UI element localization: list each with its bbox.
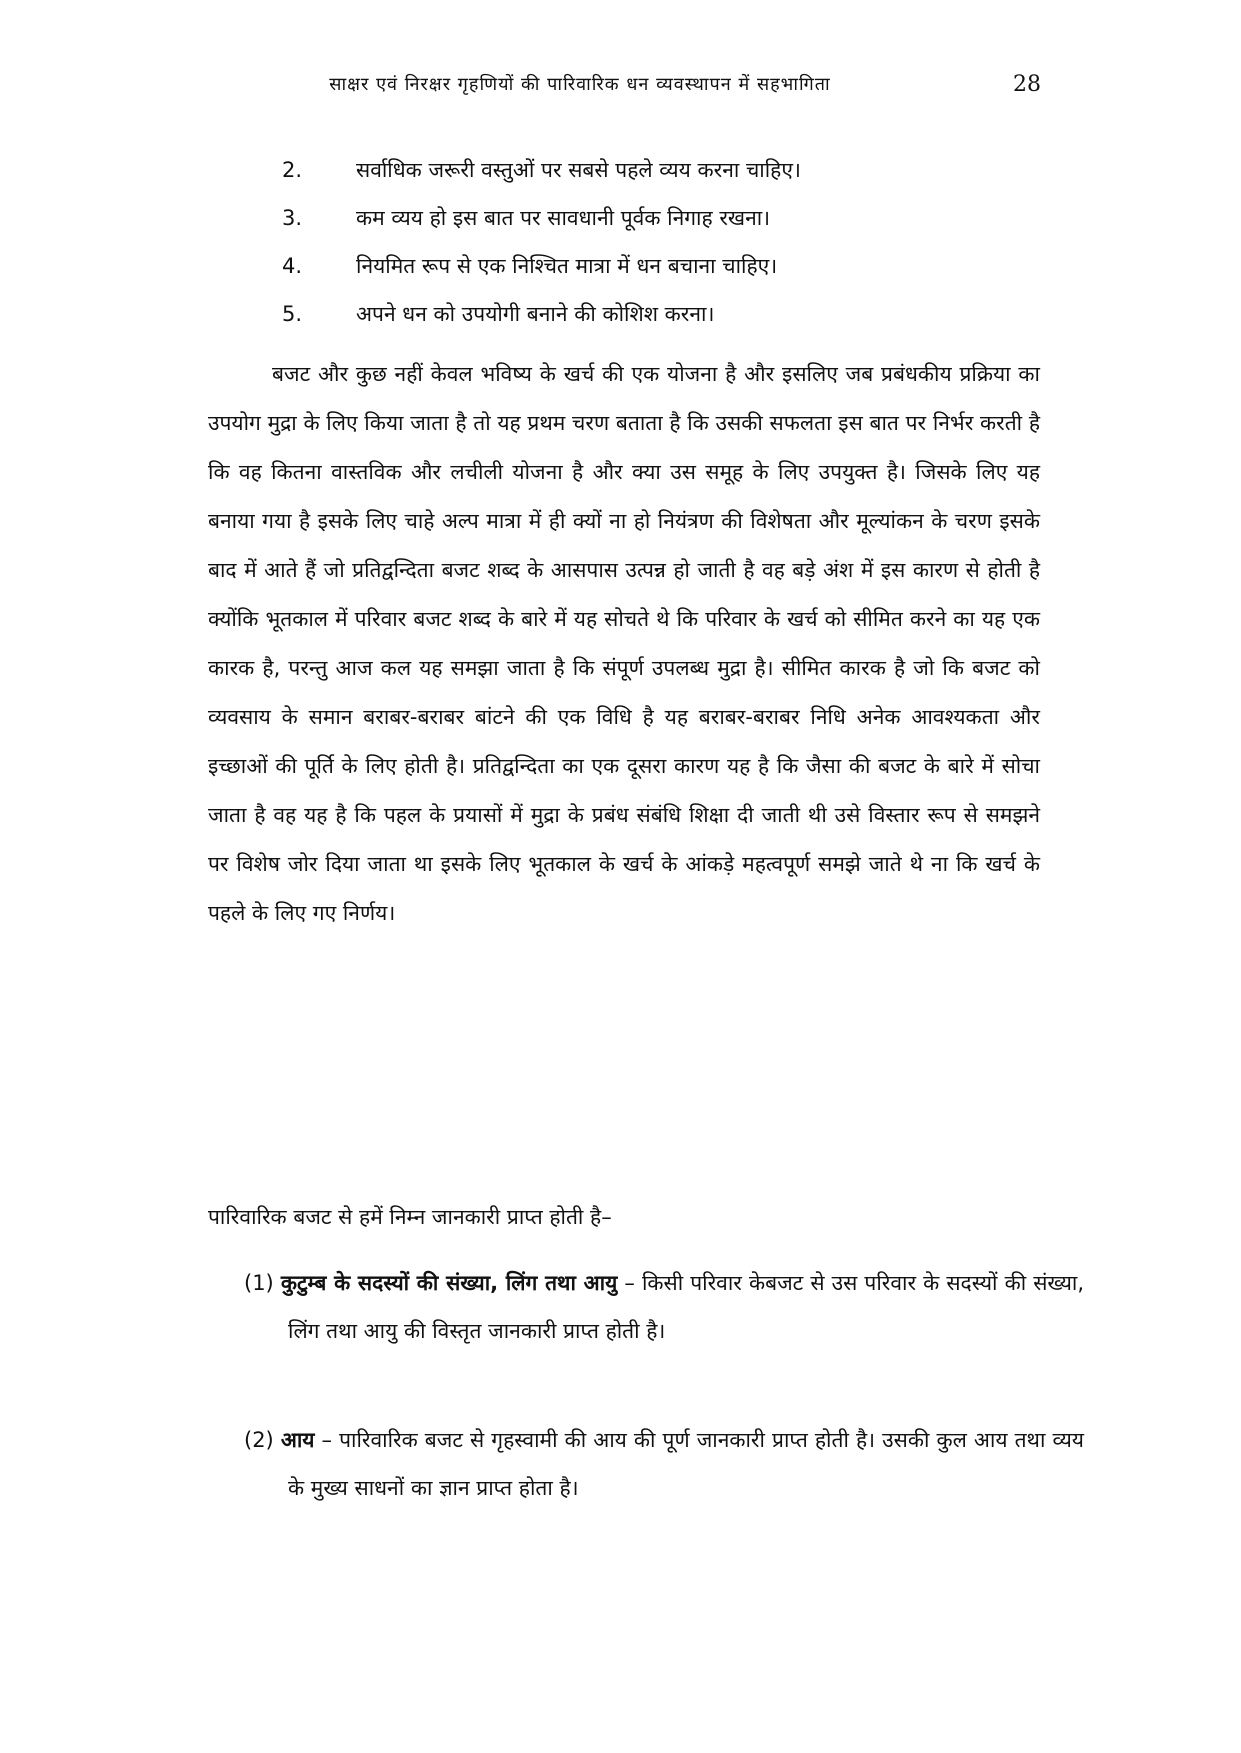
list-item [282, 194, 1042, 242]
page-number: 28 [1013, 72, 1041, 97]
list-item-number: 5. [282, 302, 303, 326]
subitem-text: – पारिवारिक बजट से गृहस्वामी की आय की पूर्ण जानकारी प्राप्त होती है। उसकी कुल आय तथा व्यय के मुख्य साधनों का ज्ञान प्राप्त होता है। [288, 1428, 1084, 1500]
list-item-text: अपने धन को उपयोगी बनाने की कोशिश करना। [356, 302, 715, 326]
list-item [282, 242, 1042, 290]
body-paragraph: बजट और कुछ नहीं केवल भविष्य के खर्च की एक योजना है और इसलिए जब प्रबंधकीय प्रक्रिया का उपयोग मुद्रा के लिए किया जाता है तो यह प्रथम चरण बताता है कि उसकी सफलता इस बात पर निर्भर करती है कि वह कितना वास्तविक और लचीली योजना है और क्या उस समूह के लिए उपयुक्त है। जिसके लिए यह बनाया गया है इसके लिए चाहे अल्प मात्रा में ही क्यों ना हो नियंत्रण की विशेषता और मूल्यांकन के चरण इसके बाद में आते हैं जो प्रतिद्वन्दिता बजट शब्द के आसपास उत्पन्न हो जाती है वह बड़े अंश में इस कारण से होती है क्योंकि भूतकाल में परिवार बजट शब्द के बारे में यह सोचते थे कि परिवार के खर्च को सीमित करने का यह एक कारक है, परन्तु आज कल यह समझा जाता है कि संपूर्ण उपलब्ध मुद्रा है। सीमित कारक है जो कि बजट को व्यवसाय के समान बराबर-बराबर बांटने की एक विधि है यह बराबर-बराबर निधि अनेक आवश्यकता और इच्छाओं की पूर्ति के लिए होती है। प्रतिद्वन्दिता का एक दूसरा कारण यह है कि जैसा की बजट के बारे में सोचा जाता है वह यह है कि पहल के प्रयासों में मुद्रा के प्रबंध संबंधि शिक्षा दी जाती थी उसे विस्तार रूप से समझने पर विशेष जोर दिया जाता था इसके लिए भूतकाल के खर्च के आंकड़े महत्वपूर्ण समझे जाते थे ना कि खर्च के पहले के लिए गए निर्णय। [208, 362, 1040, 925]
list-item-number: 3. [282, 206, 303, 230]
list-item-text: कम व्यय हो इस बात पर सावधानी पूर्वक निगाह रखना। [356, 206, 771, 230]
section-lead: पारिवारिक बजट से हमें निम्न जानकारी प्राप्त होती है– [208, 1205, 612, 1229]
list-item-number: 4. [282, 254, 303, 278]
subitem-heading: आय [280, 1428, 315, 1452]
list-item-text: सर्वाधिक जरूरी वस्तुओं पर सबसे पहले व्यय करना चाहिए। [356, 158, 801, 182]
subitem-number: (2) [244, 1428, 274, 1452]
subitem-household-members [244, 1259, 1084, 1355]
list-item-text: नियमित रूप से एक निश्चित मात्रा में धन बचाना चाहिए। [356, 254, 778, 278]
list-item [282, 146, 1042, 194]
list-item [282, 290, 1042, 338]
numbered-list [282, 146, 1042, 338]
running-header: साक्षर एवं निरक्षर गृहणियों की पारिवारिक धन व्यवस्थापन में सहभागिता [329, 74, 831, 95]
subitem-text: – किसी परिवार केबजट से उस परिवार के सदस्यों की संख्या, लिंग तथा आयु की विस्तृत जानकारी प्राप्त होती है। [288, 1271, 1084, 1343]
subitem-heading: कुटुम्ब के सदस्यों की संख्या, लिंग तथा आयु [280, 1271, 618, 1295]
subitem-number: (1) [244, 1271, 274, 1295]
list-item-number: 2. [282, 158, 303, 182]
subitem-income [244, 1416, 1084, 1512]
